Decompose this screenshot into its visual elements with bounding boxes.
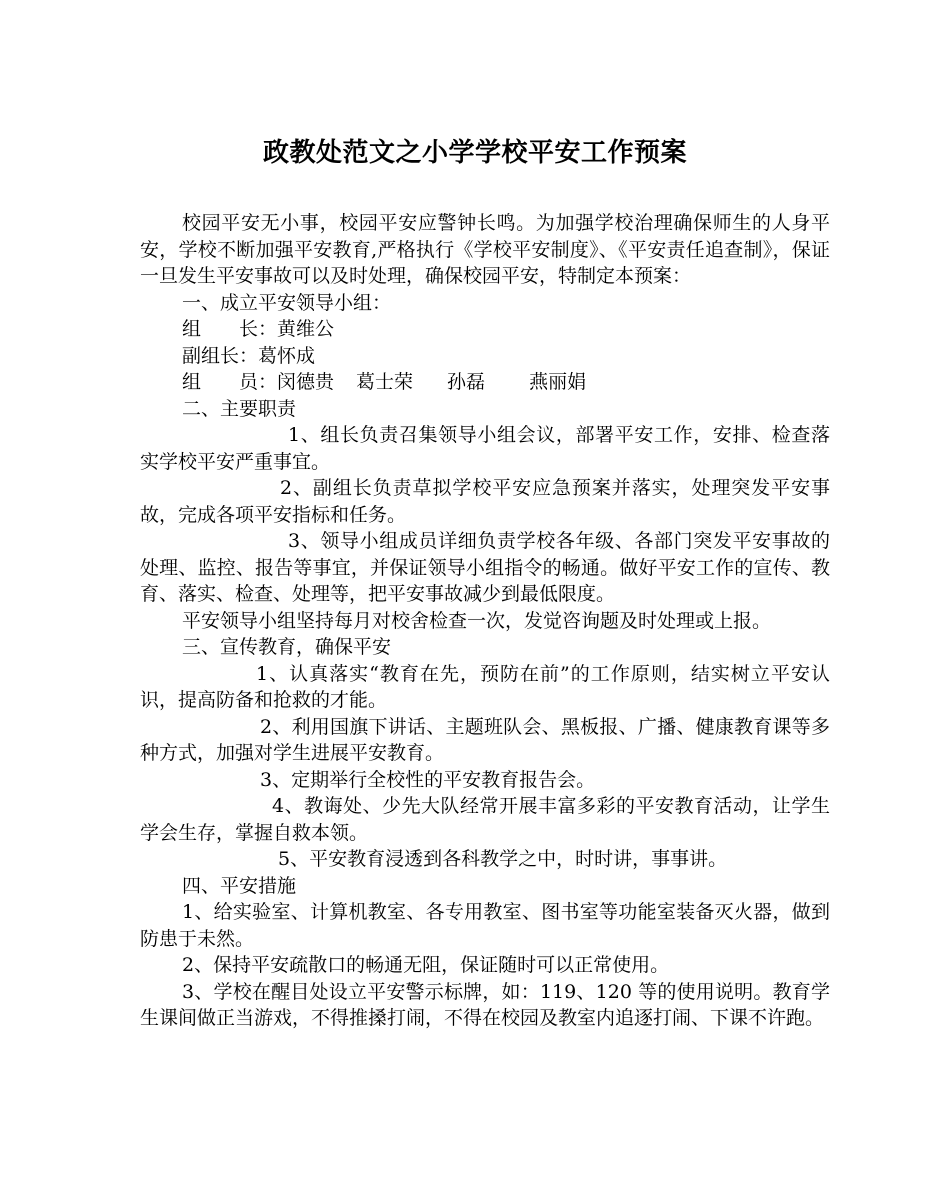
duty-paragraph: 1、组长负责召集领导小组会议，部署平安工作，安排、检查落实学校平安严重事宜。	[140, 424, 830, 473]
document-title: 政教处范文之小学学校平安工作预案	[262, 138, 687, 168]
document-body	[140, 210, 830, 1032]
education-paragraph: 2、利用国旗下讲话、主题班队会、黑板报、广播、健康教育课等多种方式，加强对学生进展平安教育。	[140, 715, 830, 764]
section-1-heading: 一、成立平安领导小组：	[182, 291, 392, 314]
leader-label: 组 长：	[182, 318, 278, 340]
member-name: 闵德贵	[277, 371, 335, 393]
member-name: 孙磊	[447, 371, 486, 393]
deputy-line	[140, 343, 830, 370]
section-4-heading: 四、平安措施	[182, 874, 297, 897]
leader-name: 黄维公	[277, 318, 335, 340]
duty-paragraph: 平安领导小组坚持每月对校舍检查一次，发觉咨询题及时处理或上报。	[182, 609, 772, 632]
education-paragraph: 5、平安教育浸透到各科教学之中，时时讲，事事讲。	[278, 848, 728, 870]
leader-line	[140, 316, 830, 343]
members-label: 组 员：	[182, 371, 278, 393]
education-paragraph: 1、认真落实“教育在先，预防在前”的工作原则，结实树立平安认识，提高防备和抢救的才能。	[140, 662, 830, 711]
measure-paragraph: 2、保持平安疏散口的畅通无阻，保证随时可以正常使用。	[182, 954, 670, 976]
education-paragraph: 3、定期举行全校性的平安教育报告会。	[260, 768, 596, 791]
deputy-label: 副组长：	[182, 344, 259, 367]
member-name: 葛士荣	[356, 371, 414, 393]
education-paragraph: 4、教诲处、少先大队经常开展丰富多彩的平安教育活动，让学生学会生存，掌握自救本领。	[140, 795, 830, 844]
section-3-heading: 三、宣传教育，确保平安	[182, 636, 392, 658]
section-2-heading: 二、主要职责	[182, 397, 297, 420]
duty-paragraph: 2、副组长负责草拟学校平安应急预案并落实，处理突发平安事故，完成各项平安指标和任务。	[140, 477, 830, 526]
member-name: 燕丽娟	[529, 371, 587, 393]
measure-paragraph: 1、给实验室、计算机教室、各专用教室、图书室等功能室装备灭火器，做到防患于未然。	[140, 901, 830, 950]
deputy-name: 葛怀成	[258, 344, 316, 367]
measure-paragraph: 3、学校在醒目处设立平安警示标牌，如：119、120 等的使用说明。教育学生课间做正当游戏，不得推搡打闹，不得在校园及教室内追逐打闹、下课不许跑。	[140, 980, 830, 1029]
members-line	[140, 369, 830, 396]
duty-paragraph: 3、领导小组成员详细负责学校各年级、各部门突发平安事故的处理、监控、报告等事宜，并保证领导小组指令的畅通。做好平安工作的宣传、教育、落实、检查、处理等，把平安事故减少到最低限度。	[140, 530, 830, 605]
intro-paragraph: 校园平安无小事，校园平安应警钟长鸣。为加强学校治理确保师生的人身平安，学校不断加强平安教育,严格执行《学校平安制度》、《平安责任追查制》，保证一旦发生平安事故可以及时处理，确保校园平安，特制定本预案：	[140, 212, 830, 287]
